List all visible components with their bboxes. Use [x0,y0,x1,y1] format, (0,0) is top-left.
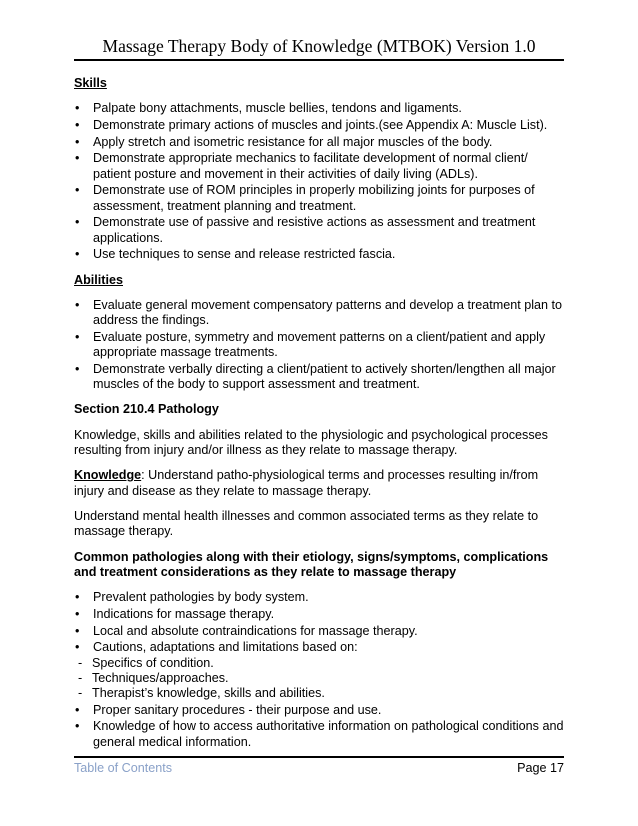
list-item: • Knowledge of how to access authoritative information on pathological conditions and general medical information. [75,719,564,749]
list-item: • Demonstrate use of passive and resistive actions as assessment and treatment applications. [75,215,536,245]
section-heading: Section 210.4 Pathology [74,402,219,417]
list-item: • Demonstrate primary actions of muscles and joints.(see Appendix A: Muscle List). [75,117,548,132]
knowledge-label: Knowledge [74,468,142,483]
list-item: • Indications for massage therapy. [75,606,275,621]
abilities-heading: Abilities [74,272,123,287]
list-item: • Demonstrate use of ROM principles in properly mobilizing joints for purposes of assessment, treatment planning and treatment. [75,183,535,213]
bullet-icon: • [75,134,80,149]
dash-icon: - [78,655,83,670]
section-intro: Knowledge, skills and abilities related to the physiologic and psychological processes resulting from injury and/or illness as they relate to massage therapy. [74,427,548,458]
list-item: • Cautions, adaptations and limitations based on: - Specifics of condition. - Techniques/approaches. - Therapist’s knowledge, skills and abilities. [74,640,564,701]
list-item: • Local and absolute contraindications for massage therapy. [75,623,418,638]
bullet-icon: • [75,329,80,344]
list-item: • Prevalent pathologies by body system. [75,590,309,605]
pathology-list [74,590,564,750]
bullet-icon: • [75,183,80,198]
list-item: • Proper sanitary procedures - their purpose and use. [75,702,382,717]
list-item: • Demonstrate verbally directing a client/patient to actively shorten/lengthen all major muscles of the body to support assessment and treatment. [75,361,556,392]
skills-heading: Skills [74,76,107,90]
list-item: • Demonstrate appropriate mechanics to facilitate development of normal client/ patient posture and movement in their activities of daily living (ADLs). [75,151,528,181]
bullet-icon: • [75,606,80,621]
sub-list-item: - Therapist’s knowledge, skills and abilities. [78,686,325,701]
list-item: • Evaluate general movement compensatory patterns and develop a treatment plan to address the findings. [75,297,563,328]
dash-icon: - [78,670,83,685]
bullet-icon: • [75,215,80,230]
list-item: • Apply stretch and isometric resistance for all major muscles of the body. [75,134,493,149]
skills-list [74,101,564,262]
list-item: • Use techniques to sense and release restricted fascia. [75,247,396,262]
header-title: Massage Therapy Body of Knowledge (MTBOK) Version 1.0 [102,36,536,56]
mental-health-paragraph: Understand mental health illnesses and common associated terms as they relate to massage therapy. [74,508,539,539]
sub-list-item: - Techniques/approaches. [78,670,229,685]
page-content [74,76,564,760]
knowledge-paragraph [74,468,564,499]
page-header [74,36,564,61]
bullet-icon: • [75,117,80,132]
bullet-icon: • [75,297,80,312]
bullet-icon: • [75,719,80,734]
bullet-icon: • [75,590,80,605]
bullet-icon: • [75,361,80,376]
page-number: Page 17 [517,761,564,775]
page-footer [74,756,564,776]
knowledge-text: : Understand patho-physiological terms and processes resulting in/from injury and disease as they relate to massage therapy. [74,468,539,498]
bullet-icon: • [75,702,80,717]
sub-list-item: - Specifics of condition. [78,655,214,670]
bullet-icon: • [75,640,80,655]
bullet-icon: • [75,151,80,166]
list-item: • Palpate bony attachments, muscle bellies, tendons and ligaments. [75,101,462,116]
bullet-icon: • [75,247,80,262]
abilities-list [74,298,564,393]
bullet-icon: • [75,101,80,116]
table-of-contents-link[interactable]: Table of Contents [74,761,173,775]
cautions-sublist [75,656,564,702]
common-pathologies-heading: Common pathologies along with their etiology, signs/symptoms, complications and treatment considerations as they relate to massage therapy [74,549,549,579]
list-item: • Evaluate posture, symmetry and movement patterns on a client/patient and apply appropriate massage treatments. [75,329,546,360]
dash-icon: - [78,686,83,701]
bullet-icon: • [75,623,80,638]
